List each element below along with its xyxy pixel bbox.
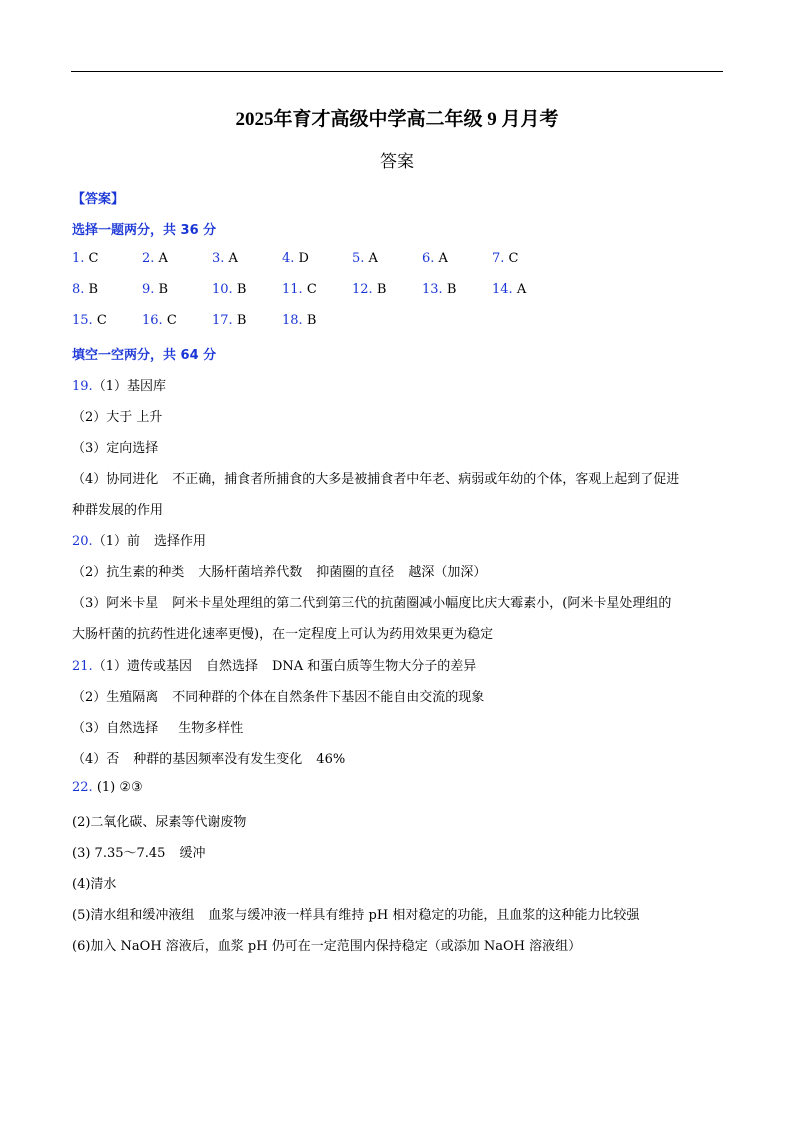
mc-item: 3. A — [212, 251, 238, 266]
section2-heading: 填空一空两分，共 64 分 — [72, 348, 217, 363]
page-subtitle: 答案 — [380, 152, 414, 172]
q22-line1: 22. (1) ②③ — [72, 780, 143, 795]
mc-item: 17. B — [212, 313, 247, 328]
q21-line3: （3）自然选择 生物多样性 — [72, 721, 244, 736]
q22-line4: (4)清水 — [72, 877, 117, 892]
q22-line2: (2)二氧化碳、尿素等代谢废物 — [72, 815, 247, 830]
answer-tag: 【答案】 — [72, 192, 125, 207]
q19-line1: 19.（1）基因库 — [72, 379, 166, 394]
q22-line6: (6)加入 NaOH 溶液后，血浆 pH 仍可在一定范围内保持稳定（或添加 NaOH 溶液组） — [72, 939, 582, 954]
q19-line2: （2）大于 上升 — [72, 410, 163, 425]
mc-item: 8. B — [72, 282, 99, 297]
q19-line5: 种群发展的作用 — [72, 503, 164, 518]
header-rule — [71, 71, 723, 72]
mc-item: 16. C — [142, 313, 177, 328]
q21-line1: 21.（1）遗传或基因 自然选择 DNA 和蛋白质等生物大分子的差异 — [72, 659, 477, 674]
q20-line1: 20.（1）前 选择作用 — [72, 534, 206, 549]
mc-item: 11. C — [282, 282, 317, 297]
q21-line2: （2）生殖隔离 不同种群的个体在自然条件下基因不能自由交流的现象 — [72, 690, 485, 705]
mc-item: 2. A — [142, 251, 168, 266]
q19-line4: （4）协同进化 不正确，捕食者所捕食的大多是被捕食者中年老、病弱或年幼的个体，客观上起到了促进 — [72, 472, 680, 487]
q20-line4: 大肠杆菌的抗药性进化速率更慢)，在一定程度上可认为药用效果更为稳定 — [72, 627, 494, 642]
mc-item: 14. A — [492, 282, 527, 297]
mc-item: 18. B — [282, 313, 317, 328]
section1-heading: 选择一题两分，共 36 分 — [72, 223, 217, 238]
q22-line5: (5)清水组和缓冲液组 血浆与缓冲液一样具有维持 pH 相对稳定的功能，且血浆的这种能力比较强 — [72, 908, 640, 923]
q19-line3: （3）定向选择 — [72, 441, 159, 456]
mc-item: 13. B — [422, 282, 457, 297]
page-title: 2025年育才高级中学高二年级 9 月月考 — [235, 109, 559, 130]
mc-item: 15. C — [72, 313, 107, 328]
q20-line3: （3）阿米卡星 阿米卡星处理组的第二代到第三代的抗菌圈减小幅度比庆大霉素小，(阿米卡星处理组的 — [72, 596, 672, 611]
mc-item: 5. A — [352, 251, 378, 266]
mc-item: 10. B — [212, 282, 247, 297]
mc-item: 4. D — [282, 251, 309, 266]
q22-line3: (3) 7.35～7.45 缓冲 — [72, 846, 206, 861]
q20-line2: （2）抗生素的种类 大肠杆菌培养代数 抑菌圈的直径 越深（加深） — [72, 565, 487, 580]
mc-item: 1. C — [72, 251, 99, 266]
mc-item: 9. B — [142, 282, 169, 297]
mc-item: 7. C — [492, 251, 519, 266]
mc-item: 6. A — [422, 251, 448, 266]
mc-item: 12. B — [352, 282, 387, 297]
q21-line4: （4）否 种群的基因频率没有发生变化 46% — [72, 752, 346, 767]
